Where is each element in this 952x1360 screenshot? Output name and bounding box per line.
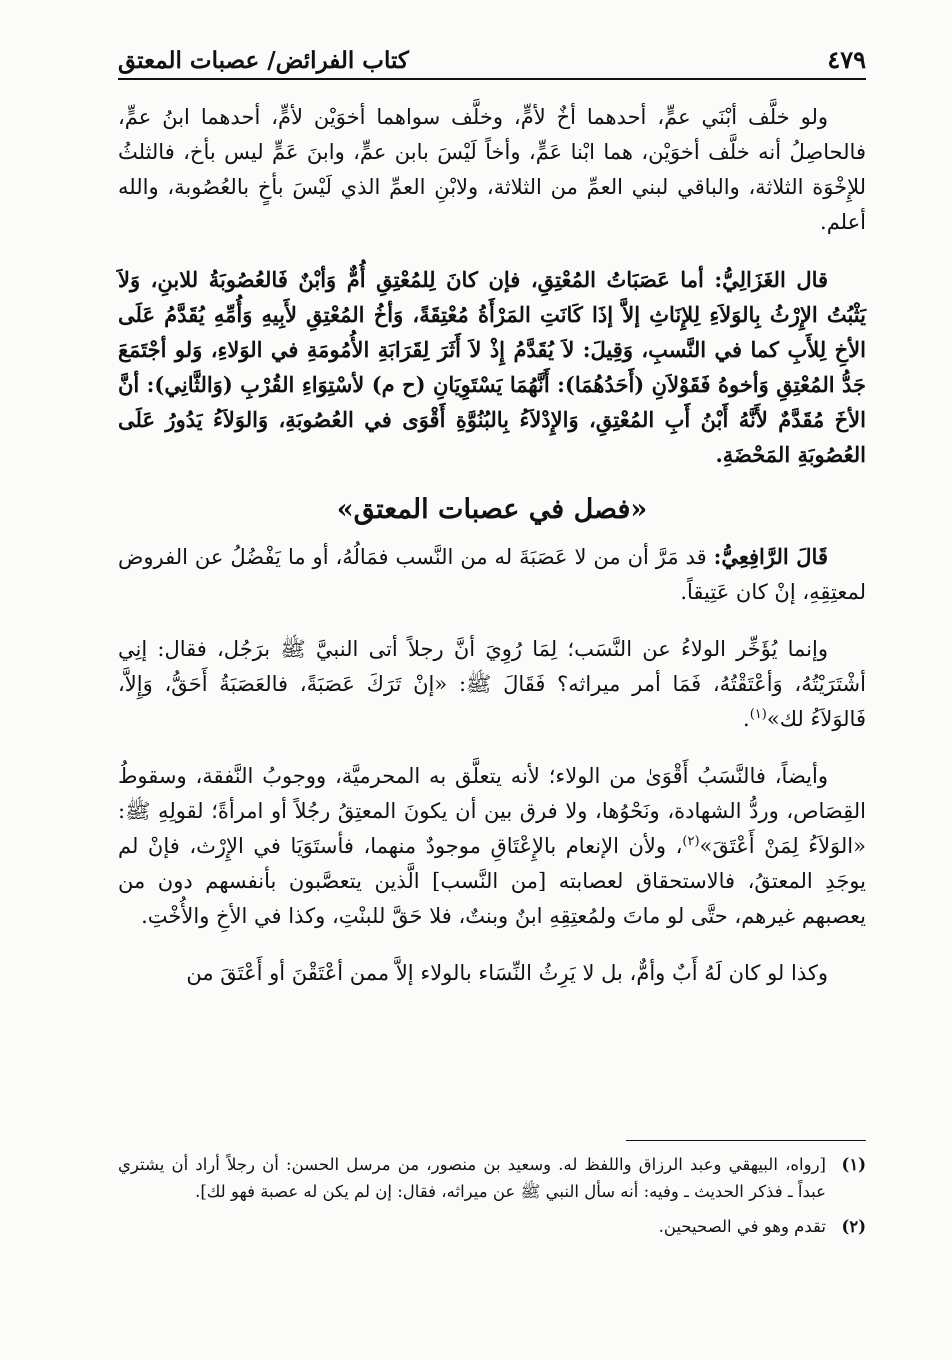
speaker-ghazali: قال الغَزَالِيُّ:	[714, 267, 829, 292]
paragraph-6: وكذا لو كان لَهُ أَبٌ وأمٌّ، بل لا يَرِثُ النِّسَاء بالولاء إلاَّ ممن أعْتَقْنَ أو أَعْتَقَ من	[186, 961, 828, 985]
footnote-ref-2: (٢)	[682, 834, 700, 849]
paragraph-5-text-b: ، ولأن الإنعام بالإِعْتَاقِ موجودٌ منهما، فأستَوَيَا في الإِرْث، فإنْ لم يوجَدِ المعتقُ، فالاستحقاق لعصابته [من النَّسب] الَّذين يتعصَّبون بأنفسهم دون من يعصبهم غيرهم، حتَّى لو ماتَ ولمُعتِقِهِ ابنٌ وبنتٌ، فلا حَقَّ للبنْتِ، وكذا في الأخِ والأُخْتِ.	[118, 834, 866, 928]
footnote-2	[118, 1213, 866, 1240]
paragraph-rafii	[118, 539, 866, 610]
paragraph-4	[118, 632, 866, 737]
paragraph-4-end: .	[743, 707, 750, 731]
page-header	[118, 40, 866, 80]
footnotes	[118, 1140, 866, 1248]
footnote-ref-1: (١)	[749, 707, 767, 722]
footnote-1	[118, 1151, 866, 1205]
paragraph-1: ولو خلَّف أبْنَي عمٍّ، أحدهما أخٌ لأمٍّ، وخلَّف سواهما أخوَيْن لأمٍّ، أحدهما ابنُ عمٍّ، فالحاصِلُ أنه خلَّف أخوَيْن، هما ابْنا عَمٍّ، وأخاً لَيْسَ بابن عمٍّ، وابنَ عَمٍّ ليس بأخ، فالثلثُ للإِخْوَة الثلاثة، والباقي لبني العمِّ من الثلاثة، ولابْنِ العمِّ الذي لَيْسَ بأخٍ بالعُصُوبة، والله أعلم.	[118, 105, 866, 234]
paragraph-5	[118, 759, 866, 934]
running-title: كتاب الفرائض/ عصبات المعتق	[118, 47, 409, 74]
main-text	[118, 100, 866, 1013]
section-heading: «فصل في عصبات المعتق»	[336, 494, 648, 525]
paragraph-4-text: وإنما يُؤَخِّر الولاءُ عن النَّسَب؛ لِمَا رُوِيَ أنَّ رجلاً أتى النبيَّ ﷺ برَجُل، فقال: إنِي أشْتَرَيْتُهُ، وَأعْتَقْتُهُ، فَمَا أمر ميراثه؟ فَقَالَ ﷺ: «إنْ تَرَكَ عَصَبَةً، فالعَصَبَةُ أَحَقُّ، وَإِلاَّ، فَالوَلاَءُ لك»	[118, 637, 866, 731]
footnote-divider	[626, 1140, 866, 1141]
footnote-text: [رواه، البيهقي وعبد الرزاق واللفظ له. وسعيد بن منصور، من مرسل الحسن: أن رجلاً أراد أن يشتري عبداً ـ فذكر الحديث ـ وفيه: أنه سأل النبي ﷺ عن ميراثه، فقال: إن لم يكن له عصبة فهو لك].	[118, 1155, 826, 1201]
footnote-text: تقدم وهو في الصحيحين.	[658, 1217, 826, 1236]
speaker-rafii: قَالَ الرَّافِعِيُّ:	[713, 544, 828, 569]
ghazali-text: أما عَصَبَاتُ المُعْتِقِ، فإن كانَ لِلمُعْتِقِ أُمٌّ وَأبْنٌ فَالعُصُوبَةُ للابنِ، وَلاَ يَثْبُتُ الإِرْثُ بِالوَلاَءِ لِلإِنَاثِ إلاَّ إذَا كَانَتِ المَرْأَةُ مُعْتِقَةً، وَأخُ المُعْتِقِ لأَبِيهِ وَأُمِّهِ يُقَدَّمُ عَلَى الأخِ لِلأَبِ كما في النَّسبِ، وَقِيلَ: لاَ يُقَدَّمُ إِذْ لاَ أَثَرَ لِقَرَابَةِ الأُمُومَةِ في الوَلاءِ، وَلو أجْتَمَعَ جَدُّ المُعْتِقِ وَأخوهُ فَقَوْلاَنِ (أَحَدُهُمَا): أَنَّهُمَا يَسْتَوِيَانِ (ح م) لأسْتِوَاءِ القُرْبِ (وَالثَّانِي): أنَّ الأخَ مُقَدَّمٌ لأَنَّهُ أَبْنُ أَبِ المُعْتِقِ، وَالإِدْلاَءُ بِالبُنُوَّةِ أَقْوَى في العُصُوبَةِ، وَالوَلاَءُ يَدُورُ عَلَى العُصُوبَةِ المَحْضَةِ.	[118, 267, 866, 467]
page-number: ٤٧٩	[827, 45, 866, 74]
rafii-text: قد مَرَّ أن من لا عَصَبَةَ له من النَّسب فمَالُهُ، أو ما يَفْضُلُ عن الفروض لمعتِقِهِ، إنْ كان عَتِيقاً.	[118, 545, 866, 604]
footnote-number: (٢)	[841, 1217, 866, 1236]
paragraph-ghazali	[118, 262, 866, 472]
paragraph-5-text-a: وأيضاً، فالنَّسَبُ أَقْوَىٰ من الولاء؛ لأنه يتعلَّق به المحرميَّة، ووجوبُ النَّفقة، وسقوطُ القِصَاص، وردُّ الشهادة، ونَحْوُها، ولا فرق بين أن يكونَ المعتِقُ رجُلاً أو امرأةً؛ لقولِهِ ﷺ: «الوَلاَءُ لِمَنْ أَعْتَقَ»	[118, 764, 866, 858]
footnote-number: (١)	[841, 1155, 866, 1174]
